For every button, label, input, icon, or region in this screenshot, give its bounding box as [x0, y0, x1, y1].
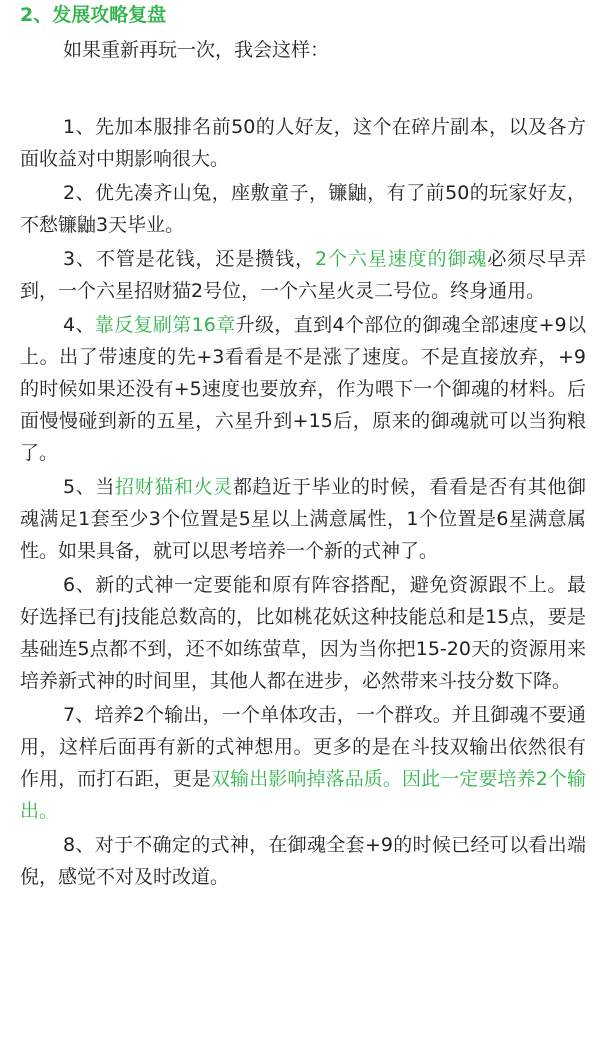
- paragraph-p4: [20, 309, 586, 469]
- highlight-text: 靠反复刷第16章: [94, 314, 236, 336]
- paragraph-p6: [20, 569, 586, 697]
- paragraph-text: 4、: [63, 314, 95, 336]
- paragraph-text: 7、培养2个输出，一个单体攻击，一个群攻。并且御魂不要通用，这样后面再有新的式神想用。更多的是在斗技双输出依然很有作用，而打石距，更是: [20, 704, 586, 790]
- paragraph-text: 升级，直到4个部位的御魂全部速度+9以上。出了带速度的先+3看看是不是涨了速度。不是直接放弃，+9的时候如果还没有+5速度也要放弃，作为喂下一个御魂的材料。后面慢慢碰到新的五星，六星升到+15后，原来的御魂就可以当狗粮了。: [20, 314, 586, 464]
- paragraph-p2: [20, 177, 586, 241]
- paragraph-p5: [20, 471, 586, 567]
- paragraph-text: 2、优先凑齐山兔，座敷童子，镰鼬，有了前50的玩家好友，不愁镰鼬3天毕业。: [20, 182, 586, 236]
- paragraph-text: 8、对于不确定的式神，在御魂全套+9的时候已经可以看出端倪，感觉不对及时改道。: [20, 834, 586, 888]
- paragraph-text: 都趋近于毕业的时候，看看是否有其他御魂满足1套至少3个位置是5星以上满意属性，1个位置是6星满意属性。如果具备，就可以思考培养一个新的式神了。: [20, 476, 586, 562]
- section-heading: 2、发展攻略复盘: [20, 4, 167, 26]
- paragraph-p8: [20, 829, 586, 893]
- paragraph-p7: [20, 699, 586, 827]
- paragraph-p1: [20, 111, 586, 175]
- paragraph-text: 5、当: [63, 476, 116, 498]
- intro-text: 如果重新再玩一次，我会这样：: [63, 39, 330, 61]
- highlight-text: 双输出影响掉落品质。因此一定要培养2个输出。: [20, 768, 586, 822]
- paragraph-text: 3、不管是花钱，还是攒钱，: [63, 248, 315, 270]
- paragraph-text: 必须尽早弄到，一个六星招财猫2号位，一个六星火灵二号位。终身通用。: [20, 248, 586, 302]
- article-body: [20, 111, 586, 895]
- paragraph-text: 1、先加本服排名前50的人好友，这个在碎片副本，以及各方面收益对中期影响很大。: [20, 116, 586, 170]
- paragraph-p3: [20, 243, 586, 307]
- paragraph-text: 6、新的式神一定要能和原有阵容搭配，避免资源跟不上。最好选择已有j技能总数高的，比如桃花妖这种技能总和是15点，要是基础连5点都不到，还不如练萤草，因为当你把15-20天的资源用来培养新式神的时间里，其他人都在进步，必然带来斗技分数下降。: [20, 574, 586, 692]
- highlight-text: 2个六星速度的御魂: [315, 248, 488, 270]
- highlight-text: 招财猫和火灵: [115, 476, 233, 498]
